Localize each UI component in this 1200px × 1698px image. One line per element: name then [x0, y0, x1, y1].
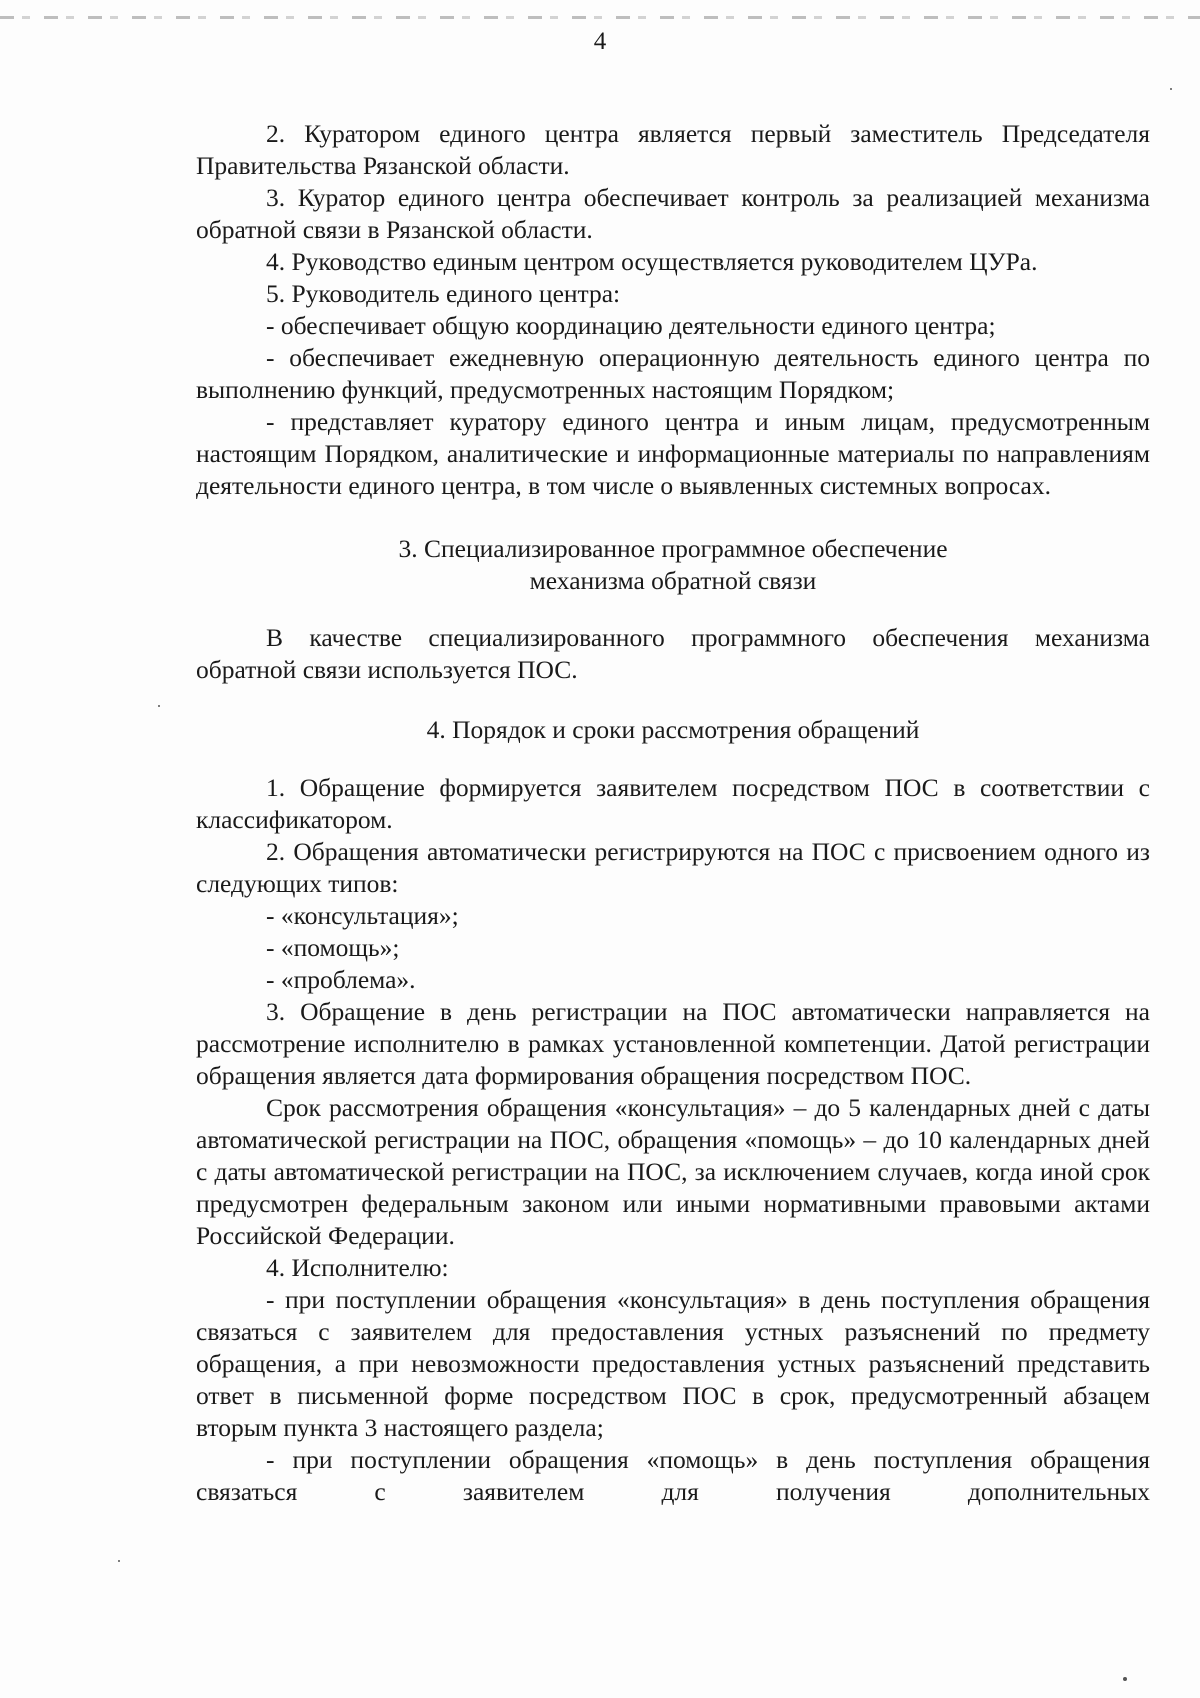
scan-speck [158, 705, 160, 707]
scan-artifact-top-line [0, 16, 1200, 19]
page-number: 4 [593, 28, 607, 55]
section2-item-2: 2. Куратором единого центра является первый заместитель Председателя Правительства Рязанской области. [196, 119, 1150, 180]
section2-item-5-bullet-1: - обеспечивает общую координацию деятельности единого центра; [266, 311, 996, 340]
scan-speck [1170, 88, 1172, 90]
section4-type-help: - «помощь»; [266, 933, 400, 962]
section3-text: В качестве специализированного программного обеспечения механизма обратной связи используется ПОС. [196, 623, 1150, 684]
section4-item-3: 3. Обращение в день регистрации на ПОС автоматически направляется на рассмотрение исполнителю в рамках установленной компетенции. Датой регистрации обращения является дата формирования обращения посредством ПОС. [196, 997, 1150, 1090]
section4-item-4-bullet-2: - при поступлении обращения «помощь» в день поступления обращения связаться с заявителем для получения дополнительных [196, 1445, 1150, 1506]
section4-item-4-bullet-1: - при поступлении обращения «консультация» в день поступления обращения связаться с заявителем для предоставления устных разъяснений по предмету обращения, а при невозможности предоставления устных разъяснений представить ответ в письменной форме посредством ПОС в срок, предусмотренный абзацем вторым пункта 3 настоящего раздела; [196, 1285, 1150, 1442]
section2-item-5-bullet-2: - обеспечивает ежедневную операционную деятельность единого центра по выполнению функций, предусмотренных настоящим Порядком; [196, 343, 1150, 404]
scan-speck [1123, 1677, 1127, 1681]
section2-item-3: 3. Куратор единого центра обеспечивает контроль за реализацией механизма обратной связи в Рязанской области. [196, 183, 1150, 244]
section2-item-5-bullet-3: - представляет куратору единого центра и иным лицам, предусмотренным настоящим Порядком, аналитические и информационные материалы по направлениям деятельности единого центра, в том числе о выявленных системных вопросах. [196, 407, 1150, 500]
section3-heading-line1: 3. Специализированное программное обеспечение [398, 534, 948, 563]
section4-type-problem: - «проблема». [266, 965, 416, 994]
section4-item-4: 4. Исполнителю: [266, 1253, 449, 1282]
document-body [196, 118, 1150, 1508]
section4-item-3-deadlines: Срок рассмотрения обращения «консультация» – до 5 календарных дней с даты автоматической регистрации на ПОС, обращения «помощь» – до 10 календарных дней с даты автоматической регистрации на ПОС, за исключением случаев, когда иной срок предусмотрен федеральным законом или иными нормативными правовыми актами Российской Федерации. [196, 1093, 1150, 1250]
section3-heading-line2: механизма обратной связи [529, 566, 817, 595]
section4-type-consultation: - «консультация»; [266, 901, 459, 930]
section4-heading: 4. Порядок и сроки рассмотрения обращений [426, 715, 920, 744]
section2-item-4: 4. Руководство единым центром осуществляется руководителем ЦУРа. [266, 247, 1038, 276]
scan-speck [118, 1560, 120, 1562]
section2-item-5: 5. Руководитель единого центра: [266, 279, 621, 308]
section4-item-1: 1. Обращение формируется заявителем посредством ПОС в соответствии с классификатором. [196, 773, 1150, 834]
section4-item-2: 2. Обращения автоматически регистрируются на ПОС с присвоением одного из следующих типов: [196, 837, 1150, 898]
